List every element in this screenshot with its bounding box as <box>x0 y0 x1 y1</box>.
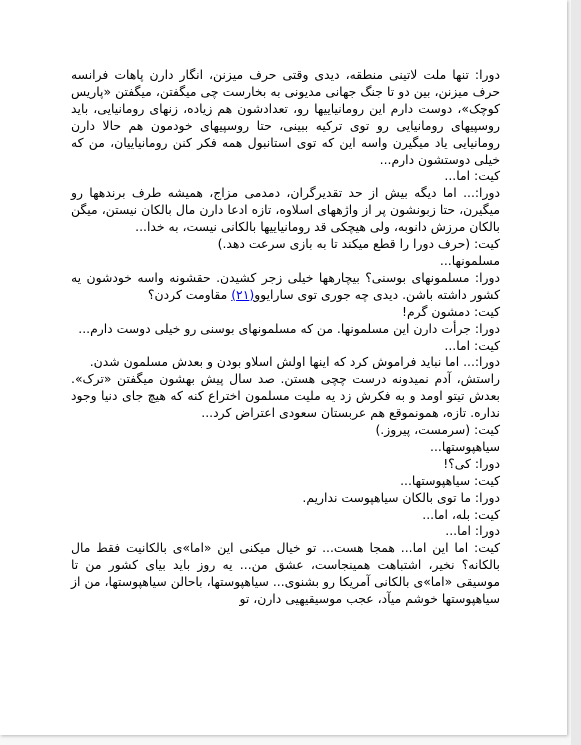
footnote-link-21[interactable]: (۲۱) <box>231 286 255 302</box>
paragraph-dora-who: دورا: کی؟! <box>443 455 500 471</box>
paragraph-truth: راستش، آدم نمیدونه درست چچی هستن. صد سال پیش بهشون میگفتن «ترک». بعدش تیتو اومد و به فکرش زد یه ملیت مسلمون اختراع کنه که هیچ جای دنیا وجود نداره. تازه، همونموقع هم عربستان سعودی اعتراض کرد... <box>71 371 500 421</box>
paragraph-kate-but-everywhere: کیت: اما این اما... همجا هست... تو خیال میکنی این «اما»ی بالکانیت فقط مال بالکانه؟ نخیر، اشتباهت همینجاست، عشق من... یه روز باید بیای کشور من تا موسیقی «اما»ی بالکانی آمریکا رو بشنوی... سیاهپوستها، باحالن سیاهپوستها، من از سیاهپوستها خوشم میآد، عجب موسیقیهیی دارن، تو <box>71 540 500 607</box>
bosnia-text-after: مقاومت کردن؟ <box>147 286 232 302</box>
paragraph-muslims: مسلمونها... <box>439 252 500 268</box>
paragraph-kate-blacks: کیت: سیاهپوستها... <box>400 472 500 488</box>
window-gutter <box>571 0 581 745</box>
paragraph-dora-no-blacks: دورا: ما توی بالکان سیاهپوست نداریم. <box>302 489 500 505</box>
paragraph-dora-but: دورا: اما... <box>445 523 500 539</box>
paragraph-kate-yes-but: کیت: بله، اما... <box>422 506 500 522</box>
paragraph-kate-stage-direction-1: کیت: (حرف دورا را قطع میکند تا به بازی سرعت دهد.) <box>217 236 500 252</box>
bosnia-text-before: دورا: مسلمونهای بوسنی؟ بیچارهها خیلی زجر کشیدن. حقشونه واسه خودشون یه کشور داشته باشن. دیدی چه جوری توی سارایوو <box>71 269 500 302</box>
paragraph-dora-romanians: دورا: تنها ملت لاتینی منطقه، دیدی وقتی حرف میزنن، انگار دارن پاهات فرانسه حرف میزنن، بین دو تا جنگ جهانی مدیونی به بخارست چی میگفتن، میگفتن «پاریس کوچک»، دوست دارم این رومانیاییها رو، تعدادشون هم زیاده، زنهای رومانیایی، باید روسپیهای رومانیایی رو توی ترکیه ببینی، حتا روسپیهای خودمون هم حالا دارن رومانیایی یاد میگیرن واسه این که توی استانبول همه فکر کنن رومانیاییان، من که خیلی دوستشون دارم... <box>71 67 500 167</box>
paragraph-dora-balkans: دورا:... اما دیگه بیش از حد تقدیرگران، دمدمی مزاج، همیشه طرف برندهها رو میگیرن، حتا زبونشون پر از واژههای اسلاوه، تازه ادعا دارن مال بالکان نیستن، میگن بالکان مرزش دانوبه، ولی هیچکی قد رومانیاییها بالکانی نیست، به خدا... <box>71 185 500 235</box>
paragraph-dora-slavs: دورا:... اما نباید فراموش کرد که اینها اولش اسلاو بودن و بعدش مسلمون شدن. <box>89 354 500 370</box>
paragraph-kate-but-1: کیت: اما... <box>444 168 500 184</box>
document-body <box>71 67 500 608</box>
paragraph-kate-but-2: کیت: اما... <box>444 337 500 353</box>
paragraph-kate-cheers: کیت: دمشون گرم! <box>402 303 500 319</box>
paragraph-dora-bosnia <box>71 270 500 304</box>
paragraph-blacks: سیاهپوستها... <box>430 438 500 454</box>
paragraph-kate-stage-direction-2: کیت: (سرمست، پیروز.) <box>375 422 500 438</box>
paragraph-dora-courage: دورا: جرأت دارن این مسلمونها. من که مسلمونهای بوسنی رو خیلی دوست دارم... <box>78 320 500 336</box>
